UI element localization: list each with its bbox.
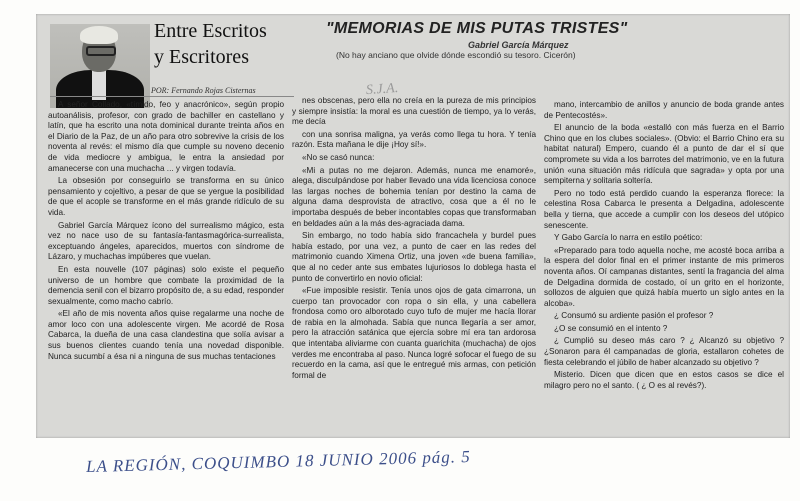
paragraph: A señor Collado, «tímido, feo y anacrónico», según propio autoanálisis, profesor, con grado de bachiller en castellano y latín, que ha escrito una nota dominical durante treinta años en el Diario de la Paz, de un año para otro sobrevive la crisis de los noventa al revés: el mismo día que cumple su noveno decenio de vida mediocre y ambigua, le entra la ansiedad por amanecerse con una muchacha ... y virgen todavía. xyxy=(48,100,284,173)
paragraph: nes obscenas, pero ella no creía en la pureza de mis principios y siempre insistía: la moral es una cuestión de tiempo, ya lo verás, me decía xyxy=(292,96,536,127)
paragraph: «Preparado para todo aquella noche, me acosté boca arriba a la espera del dolor final en el primer instante de mis primeros noventa años. Oí campanas distantes, sentí la fragancia del alma de Delgadina dormida de costado, oí un grito en el horizonte, sollozos de alguien que quizá había muerto un siglo antes en la alcoba». xyxy=(544,245,784,308)
article-column-2 xyxy=(292,96,536,383)
paragraph: La obsesión por conseguirlo se transforma en su único pensamiento y cojeltivo, a pesar de que se yergue la posibilidad de que el acople se transforme en el más grande ridículo de su vida. xyxy=(48,176,284,217)
column-byline: POR: Fernando Rojas Cisternas xyxy=(151,86,256,95)
paragraph: Y Gabo García lo narra en estilo poético: xyxy=(554,233,703,243)
article-title: "MEMORIAS DE MIS PUTAS TRISTES" xyxy=(326,20,628,37)
paragraph: «Mi a putas no me dejaron. Además, nunca me enamoré», alega, disculpándose por haber llevado una vida licenciosa conoce las largas noches de bohemia tenían por destino la cama de alguna dama desprovista de atractivo, cosa que a él no le importaba después de beber incontables copas que transformaban en beldades aún a la más des-agraciada dama. xyxy=(292,165,536,228)
newspaper-clipping xyxy=(36,14,790,438)
paragraph: El anuncio de la boda «estalló con más fuerza en el Barrio Chino que en los clubes sociales». (Obvio: el Barrio Chino era su habitat natural) Empero, cuando él a punto de dar el sí que compromete su vida a los barrotes del matrimonio, ve en la futura unión «una situación más ridícula que sagrada» y opta por una sempiterna y solitaria soltería. xyxy=(544,123,784,186)
paragraph: «Fue imposible resistir. Tenía unos ojos de gata cimarrona, un cuerpo tan provocador con ropa o sin ella, y una cabellera frondosa como oro alborotado cuyo tufo de mujer me hacía llorar de rabia en la almohada. Sabía que nunca llegaría a ser amor, pero la atracción satánica que ejercía sobre mí era tan ardorosa que intentaba aliviarme con cuanta guarichita (muchacha) de ojos verdes me encontraba al paso. Nunca logré sofocar el fuego de su recuerdo en la cama, así que le entregué mis armas, con petición formal de xyxy=(292,286,536,380)
article-column-3 xyxy=(544,100,784,393)
handwritten-source-note: LA REGIÓN, COQUIMBO 18 JUNIO 2006 pág. 5 xyxy=(85,446,472,477)
ink-stamp: S.J.A. xyxy=(365,80,399,99)
article-epigraph: (No hay anciano que olvide dónde escondió su tesoro. Cicerón) xyxy=(336,50,576,60)
paragraph: Misterio. Dicen que dicen que en estos casos se dice el milagro pero no el santo. ( ¿ O es al revés?). xyxy=(544,370,784,390)
paragraph: ¿ Cumplió su deseo más caro ? ¿ Alcanzó su objetivo ? ¿Sonaron para él campanadas de gloria, estallaron cohetes de fiesta celebrando el júbilo de haber alcanzado su objetivo ? xyxy=(544,336,784,367)
paragraph: «No se casó nunca: xyxy=(302,152,375,162)
paragraph: ¿ Consumó su ardiente pasión el profesor ? xyxy=(554,311,714,321)
paragraph: mano, intercambio de anillos y anuncio de boda grande antes de Pentecostés». xyxy=(544,100,784,120)
paragraph: con una sonrisa maligna, ya verás como llega tu hora. Y tenía razón. Esta mañana le dije ¡Hoy sí!». xyxy=(292,129,536,150)
column-title-line1: Entre Escritos xyxy=(154,20,267,42)
paragraph: Pero no todo está perdido cuando la esperanza florece: la celestina Rosa Cabarca le presenta a Delgadina, adolescente bella y tierna, que accede a cumplir con los deseos del utópico senescente. xyxy=(544,188,784,230)
column-title xyxy=(154,18,284,70)
paragraph: Gabriel García Márquez ícono del surrealismo mágico, esta vez no nace uso de su fantasía-fantasmagórica-surrealista, exceptuando ángeles, aparecidos, muertos con síndrome de Lázaro, y muchachas impúberes que vuelan. xyxy=(48,220,284,262)
article-column-1 xyxy=(48,100,284,364)
article-author: Gabriel García Márquez xyxy=(468,40,569,50)
paragraph: Sin embargo, no todo había sido francachela y burdel pues había estado, por una vez, a punto de caer en las redes del matrimonio cuando Ximena Ortiz, una joven «de buena familia», que al no ceder ante sus embates lujuriosos lo doblega hasta el punto de convertirlo en novio oficial: xyxy=(292,231,536,283)
column-title-line2: y Escritores xyxy=(154,46,249,68)
byline-divider xyxy=(50,96,294,97)
paragraph: ¿O se consumió en el intento ? xyxy=(554,323,668,333)
paragraph: En esta nouvelle (107 páginas) solo existe el pequeño universo de un hombre que combate la proximidad de la demencia senil con el bizarro propósito de, a su edad, responder sexualmente, como macho cabrío. xyxy=(48,264,284,306)
paragraph: «El año de mis noventa años quise regalarme una noche de amor loco con una adolescente virgen. Me acordé de Rosa Cabarca, la dueña de una casa clandestina que solía avisar a sus buenos clientes cuando tenía una novedad disponible. Nunca sucumbí a ésa ni a ninguna de sus muchas tentaciones xyxy=(48,309,284,361)
